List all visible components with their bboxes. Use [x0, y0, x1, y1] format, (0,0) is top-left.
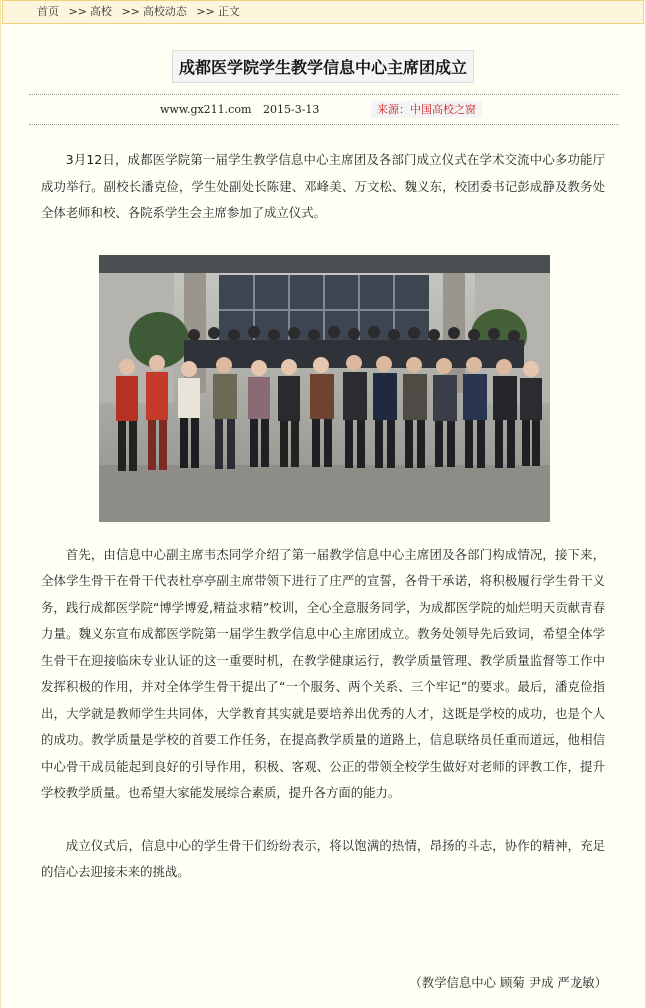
group-photo — [99, 255, 550, 522]
article-source: 来源：中国高校之窗 — [371, 101, 482, 118]
article-credit: （教学信息中心 顾菊 尹成 严龙敏） — [409, 975, 607, 990]
publish-date: 2015-3-13 — [263, 103, 320, 116]
site-url: www.gx211.com — [160, 103, 252, 116]
breadcrumb-home-link[interactable]: 首页 — [37, 5, 59, 18]
divider — [29, 124, 619, 125]
article-paragraph: 成立仪式后，信息中心的学生骨干们纷纷表示，将以饱满的热情，昂扬的斗志，协作的精神，充足的信心去迎接未来的挑战。 — [41, 837, 605, 879]
breadcrumb-current: 正文 — [217, 5, 240, 18]
article-title: 成都医学院学生教学信息中心主席团成立 — [172, 50, 474, 83]
article-meta — [1, 95, 645, 124]
breadcrumb-separator: >> — [196, 5, 215, 18]
article-paragraph: 3月12日，成都医学院第一届学生教学信息中心主席团及各部门成立仪式在学术交流中心多功能厅成功举行。副校长潘克俭，学生处副处长陈建、邓峰美、万文松、魏义东，校团委书记彭成静及教务处全体老师和校、各院系学生会主席参加了成立仪式。 — [41, 152, 605, 220]
breadcrumb-colleges-link[interactable]: 高校 — [89, 5, 112, 18]
breadcrumb-separator: >> — [121, 5, 140, 18]
breadcrumb-separator: >> — [68, 5, 87, 18]
breadcrumb-news-link[interactable]: 高校动态 — [142, 5, 187, 18]
article-paragraph: 首先，由信息中心副主席韦杰同学介绍了第一届教学信息中心主席团及各部门构成情况，接下来，全体学生骨干在骨干代表杜亭亭副主席带领下进行了庄严的宣誓，各骨干承诺，将积极履行学生骨干义务，践行成都医学院“博学博爱,精益求精”校训，全心全意服务同学，为成都医学院的灿烂明天贡献青春力量。魏义东宣布成都医学院第一届学生教学信息中心主席团成立。教务处领导先后致词，希望全体学生骨干在迎接临床专业认证的这一重要时机，在教学健康运行，教学质量管理、教学质量监督等工作中发挥积极的作用，并对全体学生骨干提出了“一个服务、两个关系、三个牢记”的要求。最后，潘克俭指出，大学就是教师学生共同体，大学教育其实就是要培养出优秀的人才，这既是学校的成功，也是个人的成功。教学质量是学校的首要工作任务，在提高教学质量的道路上，信息联络员任重而道远，他相信中心骨干成员能起到良好的引导作用，积极、客观、公正的带领全校学生做好对老师的评教工作，提升学校教学质量。也希望大家能发展综合素质，提升各方面的能力。 — [41, 546, 605, 800]
breadcrumb — [2, 0, 644, 24]
